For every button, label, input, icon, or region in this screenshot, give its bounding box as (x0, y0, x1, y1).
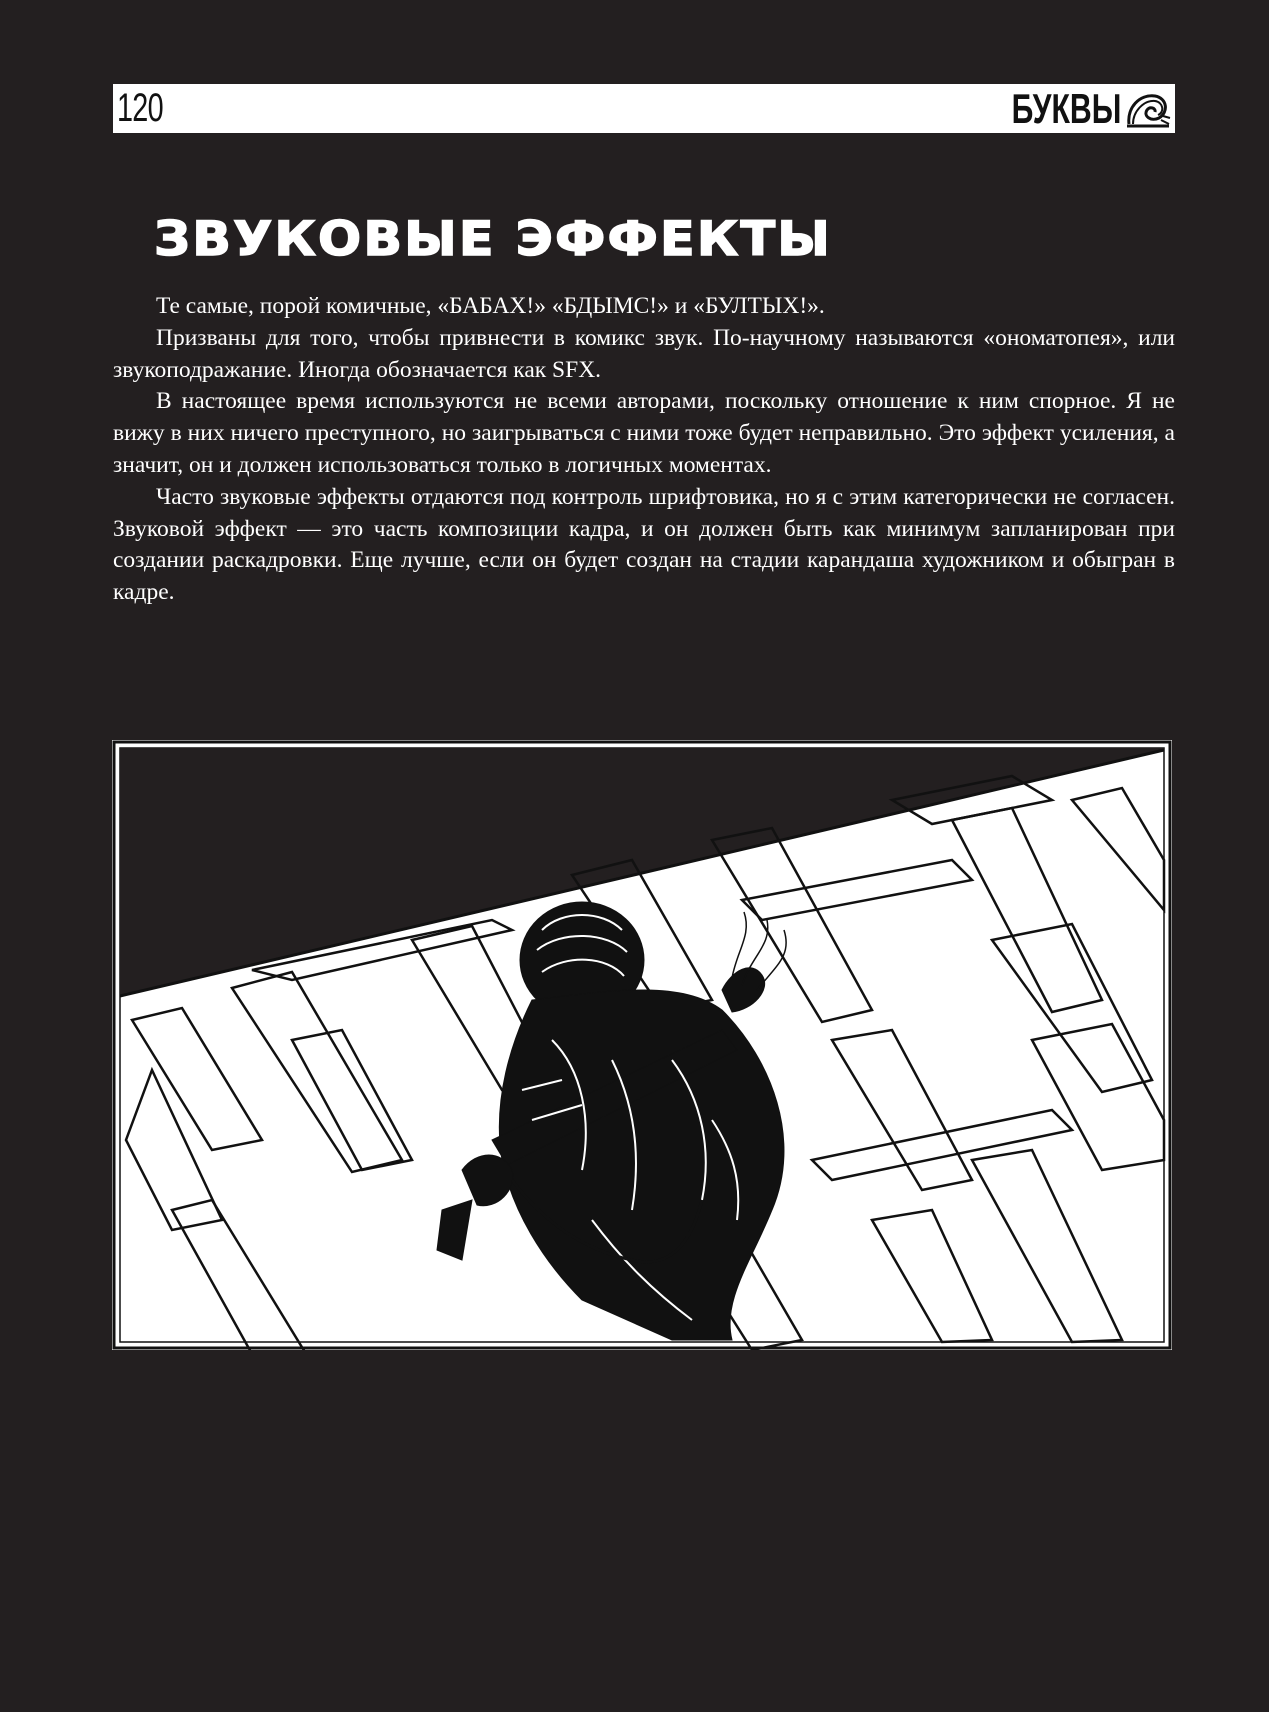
paragraph: Часто звуковые эффекты отдаются под контроль шрифтовика, но я с этим категорически не согласен. Звуковой эффект — это часть композиции кадра, и он должен быть как минимум запланирован при создании раскадровки. Еще лучше, если он будет создан на стадии карандаша художником и обыгран в кадре. (113, 483, 1175, 606)
spiral-swirl-icon (1125, 90, 1171, 128)
comic-illustration (112, 740, 1172, 1350)
comic-panel-drawing (112, 740, 1172, 1350)
paragraph: В настоящее время используются не всеми авторами, поскольку отношение к ним спорное. Я не вижу в них ничего преступного, но заигрываться с ними тоже будет неправильно. Это эффект усиления, а значит, он и должен использоваться только в логичных моментах. (113, 388, 1175, 478)
chapter-title: ЗВУКОВЫЕ ЭФФЕКТЫ (154, 212, 833, 267)
body-text (113, 291, 1175, 609)
running-header (113, 84, 1175, 133)
page-number: 120 (117, 86, 163, 130)
section-label: БУКВЫ (1011, 85, 1121, 132)
paragraph: Те самые, порой комичные, «БАБАХ!» «БДЫМС!» и «БУЛТЫХ!». (156, 293, 825, 319)
paragraph: Призваны для того, чтобы привнести в комикс звук. По-научному называются «ономатопея», или звукоподражание. Иногда обозначается как SFX. (113, 324, 1175, 383)
